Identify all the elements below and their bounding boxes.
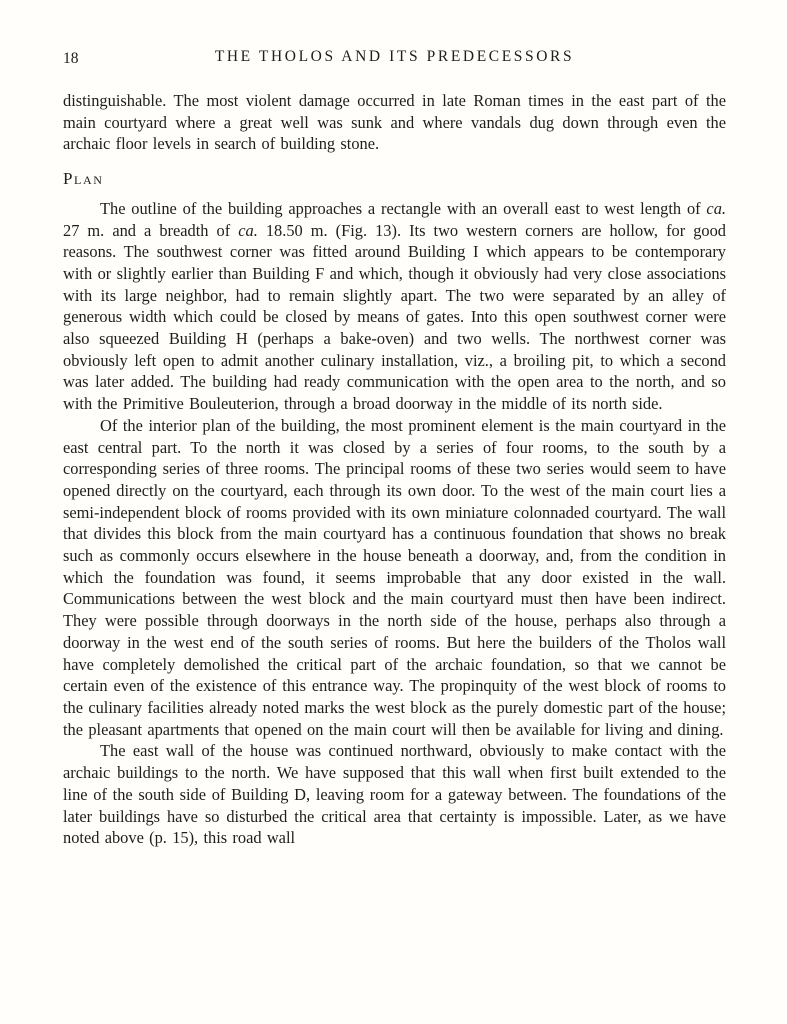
body-paragraph-1: distinguishable. The most violent damage occurred in late Roman times in the east part of the main courtyard where a great well was sunk and where vandals dug down through even the archaic floor levels in search of building stone. [63,91,726,154]
page-header [63,48,726,72]
page-number: 18 [63,50,79,67]
text-column [63,48,726,849]
body-paragraph-2: The outline of the building approaches a rectangle with an overall east to west length of ca. 27 m. and a breadth of ca. 18.50 m. (Fig. 13). Its two western corners are hollow, for good reasons. The southwest corner was fitted around Building I which appears to be contemporary with or slightly earlier than Building F and which, though it obviously had very close associations with its large neighbor, had to remain slightly apart. The two were separated by an alley of generous width which could be closed by means of gates. Into this open southwest corner were also squeezed Building H (perhaps a bake-oven) and two wells. The northwest corner was obviously left open to admit another culinary installation, viz., a broiling pit, to which a second was later added. The building had ready communication with the open area to the north, and so with the Primitive Bouleuterion, through a broad doorway in the middle of its north side. [63,198,726,414]
body-paragraph-3: Of the interior plan of the building, the most prominent element is the main courtyard in the east central part. To the north it was closed by a series of four rooms, to the south by a corresponding series of three rooms. The principal rooms of these two series would seem to have opened directly on the courtyard, each through its own door. To the west of the main court lies a semi-independent block of rooms provided with its own miniature colonnaded courtyard. The wall that divides this block from the main courtyard has a continuous foundation that shows no break such as commonly occurs elsewhere in the house beneath a doorway, and, from the condition in which the foundation was found, it seems improbable that any door existed in the wall. Communications between the west block and the main courtyard must then have been indirect. They were possible through doorways in the north side of the house, perhaps also through a doorway in the west end of the south series of rooms. But here the builders of the Tholos wall have completely demolished the critical part of the archaic foundation, so that we cannot be certain even of the existence of this entrance way. The propinquity of the west block of rooms to the culinary facilities already noted marks the west block as the purely domestic part of the house; the pleasant apartments that opened on the main court will then be available for living and dining. [63,415,726,739]
body-text [63,90,726,849]
section-heading-plan: Plan [63,169,104,189]
running-title: THE THOLOS AND ITS PREDECESSORS [214,48,575,65]
body-paragraph-4: The east wall of the house was continued northward, obviously to make contact with the archaic buildings to the north. We have supposed that this wall when first built extended to the line of the south side of Building D, leaving room for a gateway between. The foundations of the later buildings have so disturbed the critical area that certainty is impossible. Later, as we have noted above (p. 15), this road wall [63,741,726,848]
